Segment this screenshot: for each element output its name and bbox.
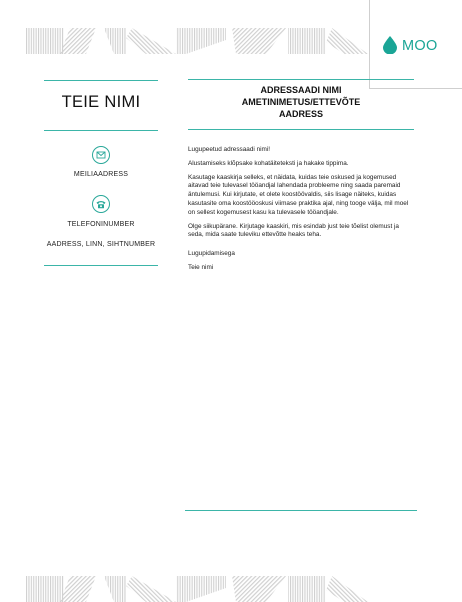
logo-text: MOO xyxy=(402,38,438,54)
recipient-top-rule xyxy=(188,79,414,80)
sidebar-name-rule xyxy=(44,130,158,131)
sender-address: AADRESS, LINN, SIHTNUMBER xyxy=(46,241,156,248)
recipient-address: AADRESS xyxy=(278,109,323,119)
sender-email: MEILIAADRESS xyxy=(73,171,129,178)
letter-paragraph-1: Alustamiseks klõpsake kohatäiteteksti ja hakake tippima. xyxy=(188,159,349,167)
footer-rule xyxy=(185,510,417,511)
recipient-block xyxy=(188,84,414,120)
pattern-graphic-bottom xyxy=(26,576,436,602)
phone-icon xyxy=(92,195,110,213)
letter-signature: Teie nimi xyxy=(188,263,214,271)
sender-phone: TELEFONINUMBER xyxy=(67,221,135,228)
letter-closing: Lugupidamisega xyxy=(188,250,235,258)
sender-name: TEIE NIMI xyxy=(61,93,141,111)
letter-body xyxy=(188,146,416,278)
logo-block xyxy=(369,0,462,89)
bottom-pattern-band xyxy=(26,576,436,602)
sidebar-bottom-rule xyxy=(44,265,158,266)
drop-icon xyxy=(383,36,397,54)
recipient-name: ADRESSAADI NIMI xyxy=(260,85,342,95)
letter-paragraph-2: Kasutage kaaskirja selleks, et näidata, kuidas teie oskused ja kogemused aitavad teie tulevasel tööandjal lahendada probleeme ning saada paremaid äntulemusi. Kui kirjutate, et olete koostöövaldis, siis lisage näiteks, kuidas kasutasite oma koostööoskusi viimase praktika ajal, ning tooge välja, mil moel on sellest kogemusest kasu ka tulevasele tööandjale. xyxy=(188,173,409,216)
letter-paragraph-3: Olge siikupärane. Kirjutage kaaskiri, mis esindab just teie tõelist olemust ja seda, mida saate tuleviku ettevõtte heaks teha. xyxy=(188,222,399,239)
recipient-title: AMETINIMETUS/ETTEVÕTE xyxy=(241,97,361,107)
recipient-bottom-rule xyxy=(188,129,414,130)
letter-greeting: Lugupeetud adressaadi nimi! xyxy=(188,146,271,153)
sidebar-top-rule xyxy=(44,80,158,81)
email-icon xyxy=(92,146,110,164)
